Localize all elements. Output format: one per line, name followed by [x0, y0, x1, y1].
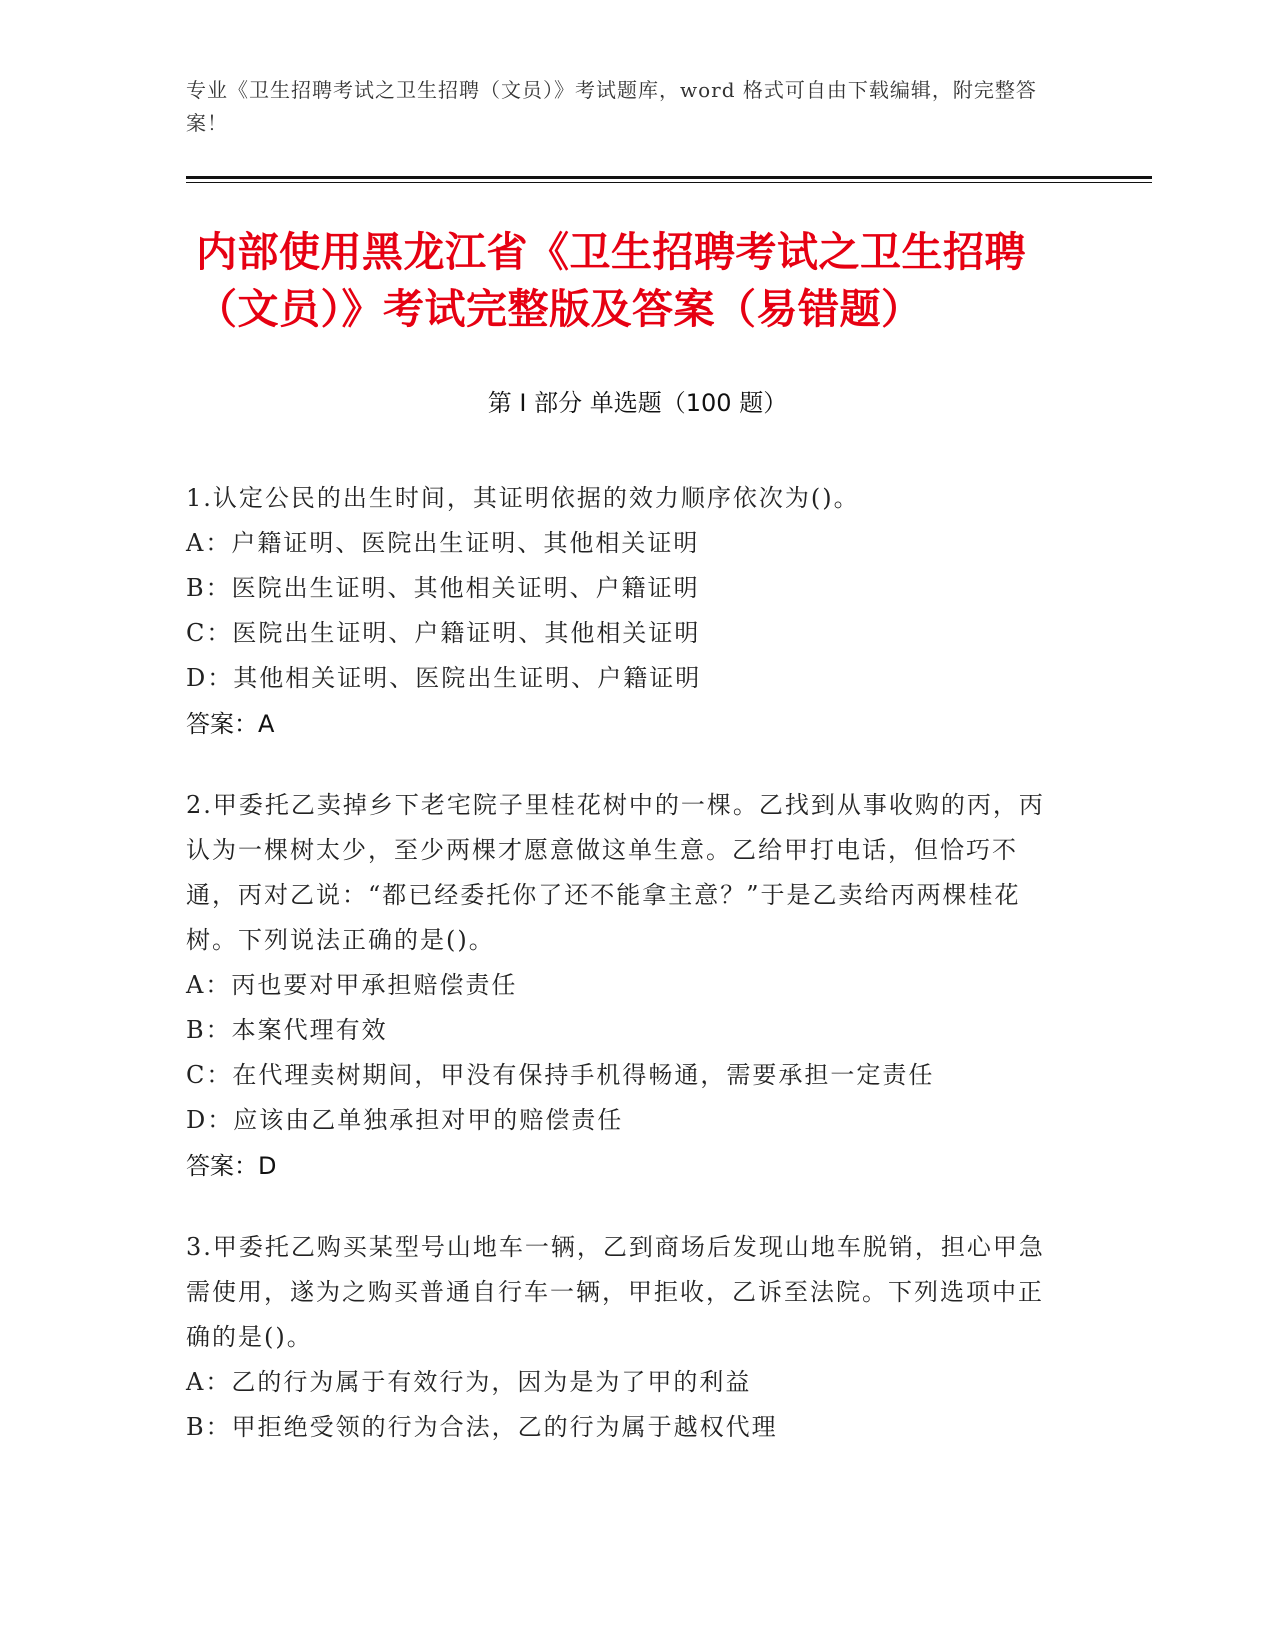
question-stem: 3.甲委托乙购买某型号山地车一辆，乙到商场后发现山地车脱销，担心甲急需使用，遂为之购买普通自行车一辆，甲拒收，乙诉至法院。下列选项中正确的是()。 — [186, 1233, 1045, 1351]
question-3 — [186, 1225, 1066, 1450]
question-stem: 2.甲委托乙卖掉乡下老宅院子里桂花树中的一棵。乙找到从事收购的丙，丙认为一棵树太少，至少两棵才愿意做这单生意。乙给甲打电话，但恰巧不通，丙对乙说：“都已经委托你了还不能拿主意？”于是乙卖给丙两棵桂花树。下列说法正确的是()。 — [186, 791, 1045, 954]
option-c: C：在代理卖树期间，甲没有保持手机得畅通，需要承担一定责任 — [186, 1061, 935, 1089]
option-b: B：本案代理有效 — [186, 1016, 388, 1044]
answer: 答案：D — [186, 1152, 277, 1180]
answer: 答案：A — [186, 710, 275, 738]
section-heading: 第 I 部分 单选题（100 题） — [487, 389, 788, 417]
header-divider-thin — [186, 182, 1152, 183]
question-list — [186, 476, 1066, 1486]
option-b: B：甲拒绝受领的行为合法，乙的行为属于越权代理 — [186, 1413, 778, 1441]
header-divider-thick — [186, 176, 1152, 179]
option-a: A：乙的行为属于有效行为，因为是为了甲的利益 — [186, 1368, 752, 1396]
option-d: D：其他相关证明、医院出生证明、户籍证明 — [186, 664, 702, 692]
option-a: A：户籍证明、医院出生证明、其他相关证明 — [186, 529, 700, 557]
question-stem: 1.认定公民的出生时间，其证明依据的效力顺序依次为()。 — [186, 484, 860, 512]
question-2 — [186, 783, 1066, 1189]
header-note: 专业《卫生招聘考试之卫生招聘（文员）》考试题库，word 格式可自由下载编辑，附完整答案！ — [186, 78, 1037, 135]
document-title: 内部使用黑龙江省《卫生招聘考试之卫生招聘（文员）》考试完整版及答案（易错题） — [196, 228, 1026, 333]
question-1 — [186, 476, 1066, 747]
option-c: C：医院出生证明、户籍证明、其他相关证明 — [186, 619, 701, 647]
option-d: D：应该由乙单独承担对甲的赔偿责任 — [186, 1106, 624, 1134]
option-b: B：医院出生证明、其他相关证明、户籍证明 — [186, 574, 700, 602]
option-a: A：丙也要对甲承担赔偿责任 — [186, 971, 518, 999]
